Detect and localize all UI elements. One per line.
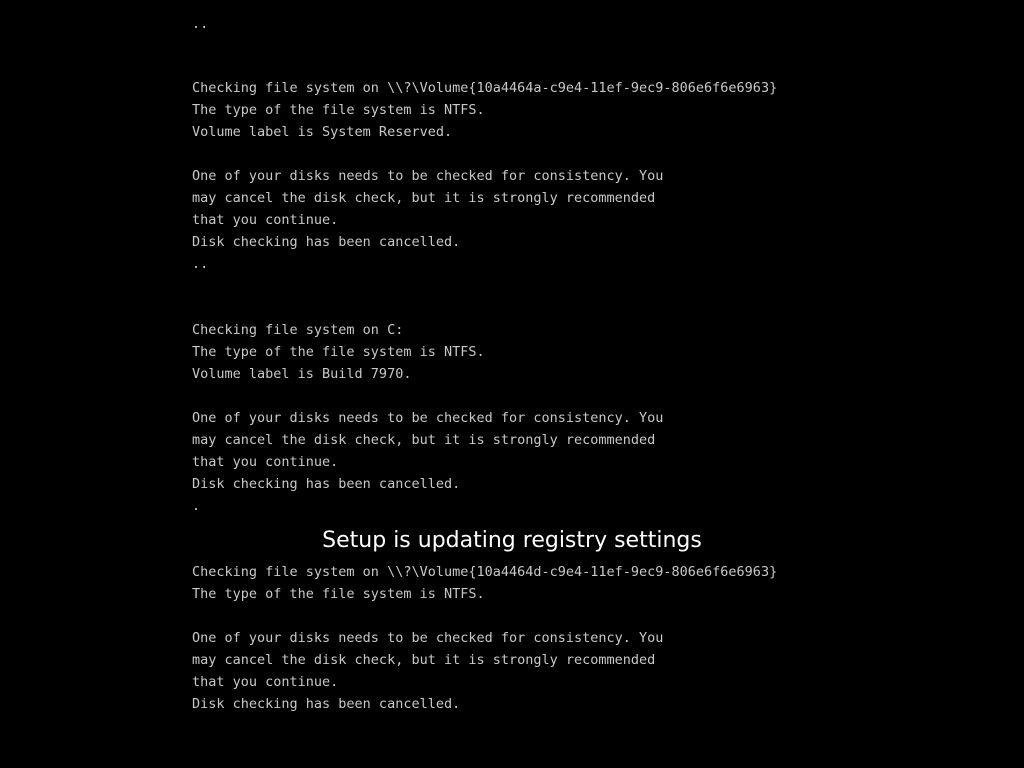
console-line: Checking file system on C: <box>192 322 404 338</box>
console-line: . <box>192 498 201 514</box>
console-line: that you continue. <box>192 454 339 470</box>
console-line: .. <box>192 256 209 272</box>
console-line: Disk checking has been cancelled. <box>192 476 461 492</box>
console-line: that you continue. <box>192 674 339 690</box>
console-line: One of your disks needs to be checked for consistency. You <box>192 630 664 646</box>
console-line: One of your disks needs to be checked for consistency. You <box>192 410 664 426</box>
setup-status-text: Setup is updating registry settings <box>322 528 702 553</box>
console-line: The type of the file system is NTFS. <box>192 586 485 602</box>
console-line: The type of the file system is NTFS. <box>192 102 485 118</box>
console-line: Checking file system on \\?\Volume{10a4464a-c9e4-11ef-9ec9-806e6f6e6963} <box>192 80 778 96</box>
console-line: .. <box>192 16 209 32</box>
console-line: One of your disks needs to be checked for consistency. You <box>192 168 664 184</box>
console-line: that you continue. <box>192 212 339 228</box>
console-line: may cancel the disk check, but it is strongly recommended <box>192 432 656 448</box>
console-line: Volume label is System Reserved. <box>192 124 453 140</box>
console-line: may cancel the disk check, but it is strongly recommended <box>192 190 656 206</box>
console-line: Disk checking has been cancelled. <box>192 234 461 250</box>
console-line: The type of the file system is NTFS. <box>192 344 485 360</box>
console-line: Disk checking has been cancelled. <box>192 696 461 712</box>
console-line: may cancel the disk check, but it is strongly recommended <box>192 652 656 668</box>
console-line: Checking file system on \\?\Volume{10a4464d-c9e4-11ef-9ec9-806e6f6e6963} <box>192 564 778 580</box>
console-line: Volume label is Build 7970. <box>192 366 412 382</box>
